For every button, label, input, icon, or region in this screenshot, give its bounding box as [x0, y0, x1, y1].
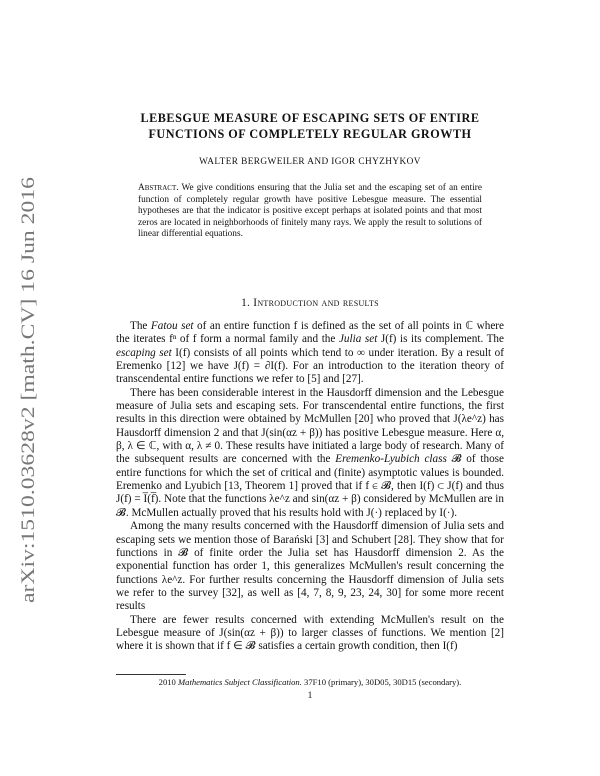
section-title: Introduction and results: [253, 297, 379, 309]
p1-text-c: of an entire function f is defined as the set of all points in ℂ where the iterates fⁿ of f form a normal family and the: [116, 320, 504, 346]
term-escaping-set: escaping set: [116, 346, 172, 359]
paragraph-1: [116, 320, 504, 387]
p1-text-e: J(f) is its complement. The: [377, 333, 504, 346]
paragraph-4: There are fewer results concerned with extending McMullen's result on the Lebesgue measure of J(sin(αz + β)) to larger classes of functions. We mention [2] where it is shown that if f ∈ 𝓑 satisfies a certain growth condition, then I(f): [116, 613, 504, 653]
title-line-1: LEBESGUE MEASURE OF ESCAPING SETS OF ENTIRE: [140, 111, 480, 125]
paper-title: [100, 110, 520, 142]
arxiv-identifier-sidebar: [8, 175, 44, 605]
p1-text-a: The: [130, 320, 151, 332]
section-number: 1.: [241, 297, 251, 309]
body-text: [116, 320, 504, 654]
footnote-rule: [116, 674, 186, 675]
term-eremenko-lyubich-class: Eremenko-Lyubich class: [335, 453, 447, 466]
section-heading: [100, 297, 520, 309]
arxiv-identifier-graphic: [8, 175, 44, 605]
author-list: WALTER BERGWEILER AND IGOR CHYZHYKOV: [199, 157, 421, 167]
footnote: [116, 677, 504, 687]
paragraph-2: [116, 387, 504, 520]
term-fatou-set: Fatou set: [150, 320, 194, 332]
arxiv-identifier-text: arXiv:1510.03628v2 [math.CV] 16 Jun 2016: [18, 261, 39, 603]
term-julia-set: Julia set: [338, 333, 378, 346]
abstract-text: We give conditions ensuring that the Julia set and the escaping set of an entire function of completely regular growth have positive Lebesgue measure. The essential hypotheses are that the indicator is positive except perhaps at isolated points and that most zeros are located in neighborhoods of finitely many rays. We apply the result to solutions of linear differential equations.: [138, 183, 482, 240]
footnote-year: 2010: [158, 677, 178, 687]
footnote-msc-codes: 37F10 (primary), 30D05, 30D15 (secondary).: [301, 677, 462, 687]
p2-text-a: There has been considerable interest in the Hausdorff dimension and the Lebesgue measure of Julia sets and escaping sets. For transcendental entire functions, the first results in this direction were obtained by McMullen [20] who proved that J(λe^z) has Hausdorff dimension 2 and that J(sin(αz + β)) has positive Lebesgue measure. Here α, β, λ ∈ ℂ, with α, λ ≠ 0. These results have initiated a large body of research. Many of the subsequent results are concerned with the: [116, 386, 504, 466]
footnote-msc-label: Mathematics Subject Classification.: [178, 677, 302, 687]
p2-text-c: 𝓑 of those entire functions for which the set of critical and (finite) asymptotic values is bounded. Eremenko and Lyubich [13, Theorem 1] proved that if f ∈ 𝓑, then I(f) ⊂ J(f) and thus J(f) = I̅(f̅). Note that the functions λe^z and sin(αz + β) considered by McMullen are in 𝓑. McMullen actually proved that his results hold with J(·) replaced by I(·).: [116, 453, 504, 519]
p1-text-g: I(f) consists of all points which tend to ∞ under iteration. By a result of Eremenko [12] we have J(f) = ∂I(f). For an introduction to the iteration theory of transcendental entire functions we refer to [5] and [27].: [116, 346, 504, 386]
title-line-2: FUNCTIONS OF COMPLETELY REGULAR GROWTH: [148, 127, 472, 141]
abstract-label: Abstract.: [138, 183, 179, 193]
page-number: 1: [307, 691, 313, 701]
paragraph-3: Among the many results concerned with the Hausdorff dimension of Julia sets and escaping sets we mention those of Barański [3] and Schubert [28]. They show that for functions in 𝓑 of finite order the Julia set has Hausdorff dimension 2. As the exponential function has order 1, this generalizes McMullen's result concerning the functions λe^z. For further results concerning the Hausdorff dimension of Julia sets we refer to the survey [32], as well as [4, 7, 8, 9, 23, 24, 30] for some more recent results: [116, 520, 504, 613]
abstract: [138, 183, 482, 241]
